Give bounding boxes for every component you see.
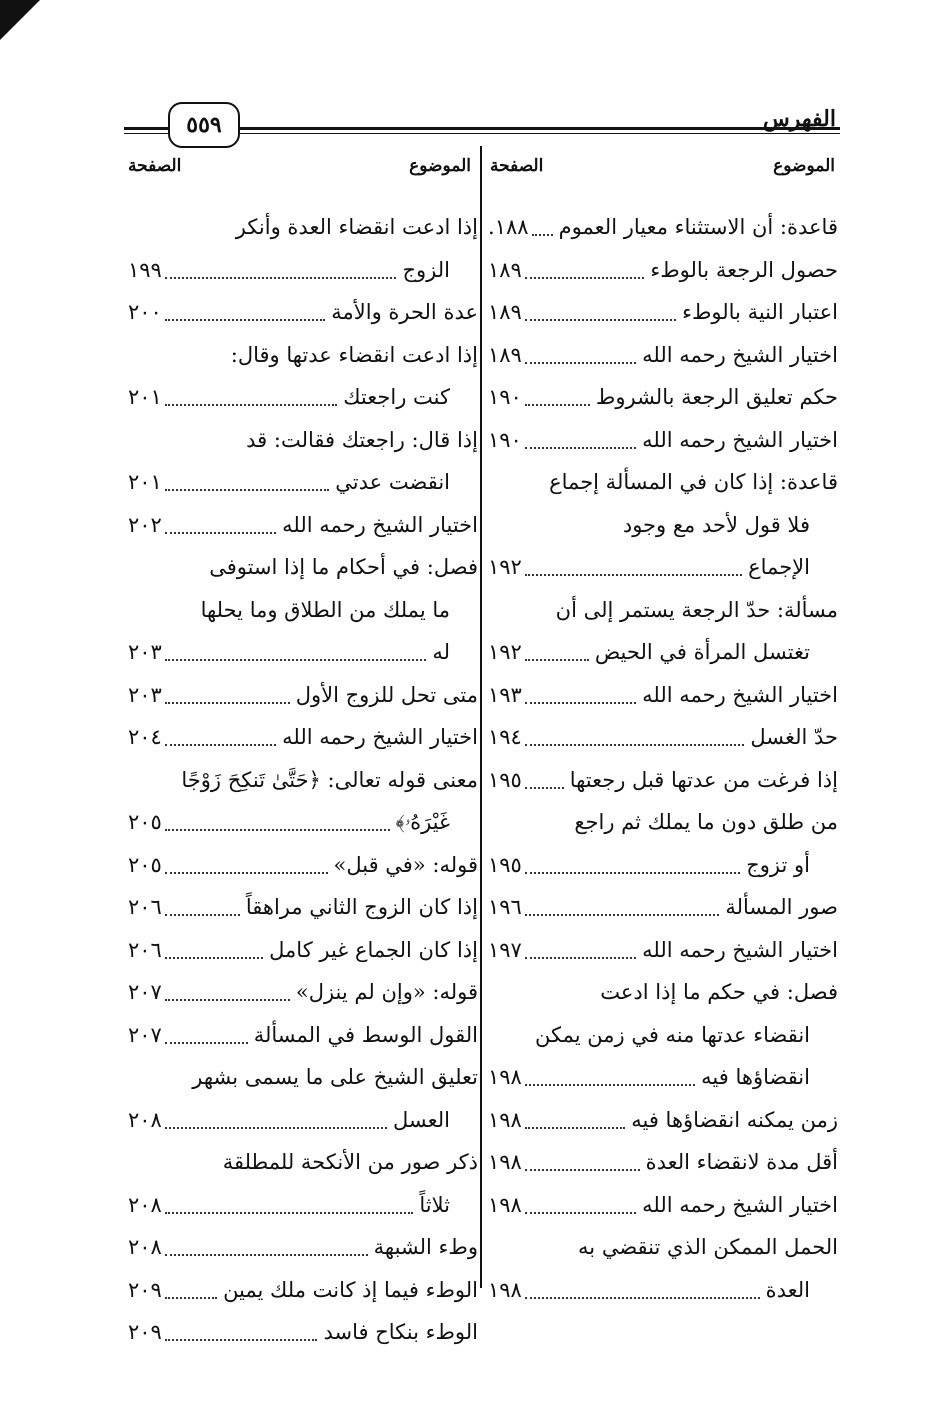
leader-dots (525, 957, 636, 959)
leader-dots (165, 319, 325, 321)
index-entry (128, 376, 478, 419)
entry-page: ١٩٢ (488, 640, 522, 664)
entry-topic: حصول الرجعة بالوطء (650, 257, 838, 282)
entry-topic: القول الوسط في المسألة (253, 1022, 478, 1047)
entry-topic: اختيار الشيخ رحمه الله (642, 342, 838, 367)
entry-page: ٢٠٦ (128, 895, 162, 919)
index-entry (128, 929, 478, 972)
entry-page: ٢٠٧ (128, 980, 162, 1004)
entry-topic: انقضاء عدتها منه في زمن يمكن (535, 1022, 810, 1047)
leader-dots (165, 532, 276, 534)
entry-page: ٢٠٠ (128, 300, 162, 324)
entry-topic: فصل: في أحكام ما إذا استوفى (209, 555, 478, 579)
entry-topic: إذا فرغت من عدتها قبل رجعتها (569, 767, 838, 792)
leader-dots (165, 277, 396, 279)
entry-page: ١٩٦ (488, 895, 522, 919)
entry-topic: صور المسألة (725, 895, 838, 919)
index-entry (488, 844, 838, 887)
left-column (128, 206, 478, 1354)
entry-topic: عدة الحرة والأمة (331, 300, 478, 324)
entry-topic: اختيار الشيخ رحمه الله (282, 725, 478, 749)
entry-topic: العدة (765, 1277, 810, 1302)
leader-dots (165, 829, 390, 831)
index-entry (488, 1056, 838, 1099)
entry-page: ٢٠٩ (128, 1320, 162, 1344)
entry-page: ٢٠٨ (128, 1107, 162, 1132)
index-entry (488, 334, 838, 377)
index-entry (128, 971, 478, 1014)
leader-dots (165, 999, 290, 1001)
entry-topic: اختيار الشيخ رحمه الله (642, 1192, 838, 1217)
entry-topic: وطء الشبهة (373, 1235, 478, 1259)
index-entry (128, 1141, 478, 1184)
entry-topic: ثلاثاً (419, 1192, 450, 1217)
entry-topic: اختيار الشيخ رحمه الله (282, 512, 478, 537)
index-entry (128, 1056, 478, 1099)
leader-dots (525, 914, 719, 916)
index-entry (128, 759, 478, 802)
leader-dots (532, 234, 553, 236)
entry-page: ١٩٣ (488, 682, 522, 707)
index-entry (128, 206, 478, 249)
index-entry (128, 844, 478, 887)
index-entry (128, 504, 478, 547)
index-entry (128, 334, 478, 377)
leader-dots (525, 659, 589, 661)
leader-dots (525, 1084, 695, 1086)
leader-dots (525, 787, 564, 789)
index-entry (128, 1269, 478, 1312)
entry-topic: فصل: في حكم ما إذا ادعت (600, 980, 838, 1004)
index-entry (488, 419, 838, 462)
entry-topic: العسل (392, 1107, 450, 1132)
index-entry (128, 886, 478, 929)
index-entry (128, 419, 478, 462)
entry-topic: إذا كان الزوج الثاني مراهقاً (245, 895, 478, 919)
entry-topic: تغتسل المرأة في الحيض (594, 640, 810, 664)
index-entry (128, 1014, 478, 1057)
entry-page: ٢٠٧ (128, 1022, 162, 1047)
entry-topic: الوطء فيما إذ كانت ملك يمين (223, 1277, 478, 1302)
entry-page: ١٩٨ (488, 1107, 522, 1132)
leader-dots (165, 1127, 387, 1129)
index-entry (128, 674, 478, 717)
index-entry (488, 801, 838, 844)
leader-dots (525, 1212, 636, 1214)
entry-topic: ما يملك من الطلاق وما يحلها (200, 597, 450, 622)
entry-topic: اختيار الشيخ رحمه الله (642, 682, 838, 707)
index-entry (488, 206, 838, 249)
index-entry (128, 716, 478, 759)
index-entry (128, 1226, 478, 1269)
entry-topic: قوله: «وإن لم ينزل» (295, 980, 478, 1004)
entry-page: ١٩٧ (488, 937, 522, 962)
entry-topic: حدّ الغسل (750, 725, 838, 749)
index-entry (488, 1099, 838, 1142)
page-title: الفهرس (762, 106, 836, 132)
entry-topic: إذا كان الجماع غير كامل (269, 937, 478, 962)
entry-page: ١٩٨ (488, 1277, 522, 1302)
entry-topic: الإجماع (748, 555, 810, 579)
index-entry (128, 546, 478, 589)
entry-topic: فلا قول لأحد مع وجود (622, 512, 810, 537)
leader-dots (165, 957, 263, 959)
entry-topic: اختيار الشيخ رحمه الله (642, 937, 838, 962)
entry-page: ٢٠٥ (128, 810, 162, 834)
right-topic-header: الموضوع (773, 156, 835, 176)
entry-topic: معنى قوله تعالى: ﴿حَتَّىٰ تَنكِحَ زَوْجًا (181, 767, 478, 792)
index-entry (488, 461, 838, 504)
page-header (124, 100, 840, 160)
index-entry (128, 589, 478, 632)
entry-topic: إذا ادعت انقضاء عدتها وقال: (230, 342, 478, 367)
index-entry (128, 1184, 478, 1227)
column-divider (480, 146, 482, 1288)
entry-topic: متى تحل للزوج الأول (295, 682, 478, 707)
entry-page: ٢٠١ (128, 470, 162, 494)
index-entry (128, 249, 478, 292)
entry-topic: الحمل الممكن الذي تنقضي به (578, 1235, 838, 1259)
entry-topic: الزوج (402, 257, 450, 282)
entry-topic: غَيْرَهُۥ﴾ (395, 810, 450, 834)
index-entry (488, 1269, 838, 1312)
leader-dots (525, 1127, 625, 1129)
entry-page: ٢٠٩ (128, 1277, 162, 1302)
index-entry (488, 589, 838, 632)
entry-topic: حكم تعليق الرجعة بالشروط (595, 385, 838, 409)
entry-topic: اعتبار النية بالوطء (682, 300, 838, 324)
entry-topic: قوله: «في قبل» (333, 852, 478, 877)
index-entry (488, 1014, 838, 1057)
entry-topic: مسألة: حدّ الرجعة يستمر إلى أن (555, 597, 838, 622)
index-entry (488, 971, 838, 1014)
leader-dots (165, 1254, 368, 1256)
entry-page: ١٨٩ (488, 342, 522, 367)
leader-dots (525, 1297, 760, 1299)
entry-page: ١٩٨ (488, 1150, 522, 1174)
right-page-header: الصفحة (490, 156, 544, 176)
entry-topic: زمن يمكنه انقضاؤها فيه (631, 1107, 838, 1132)
index-entry (488, 674, 838, 717)
leader-dots (165, 1042, 248, 1044)
left-page-header: الصفحة (128, 156, 182, 176)
index-entry (128, 291, 478, 334)
leader-dots (165, 659, 426, 661)
index-entry (488, 1184, 838, 1227)
index-entry (128, 461, 478, 504)
entry-page: ٢٠٣ (128, 682, 162, 707)
leader-dots (165, 404, 337, 406)
left-topic-header: الموضوع (409, 156, 471, 176)
index-entry (488, 759, 838, 802)
page-corner-mark (0, 0, 40, 40)
index-entry (128, 1099, 478, 1142)
index-entry (488, 376, 838, 419)
entry-page: ١٨٩ (488, 257, 522, 282)
entry-page: ٢٠٨ (128, 1192, 162, 1217)
index-entry (488, 546, 838, 589)
entry-topic: الوطء بنكاح فاسد (323, 1320, 478, 1344)
entry-topic: له (432, 640, 450, 664)
index-entry (488, 1141, 838, 1184)
entry-topic: من طلق دون ما يملك ثم راجع (574, 810, 838, 834)
leader-dots (165, 702, 290, 704)
index-entry (488, 1226, 838, 1269)
index-entry (488, 291, 838, 334)
leader-dots (525, 1169, 640, 1171)
leader-dots (165, 744, 276, 746)
index-entry (488, 886, 838, 929)
index-entry (488, 631, 838, 674)
index-entry (488, 716, 838, 759)
entry-topic: قاعدة: أن الاستثناء معيار العموم (558, 215, 838, 239)
entry-page: ٢٠٥ (128, 852, 162, 877)
index-entry (488, 504, 838, 547)
entry-topic: إذا قال: راجعتك فقالت: قد (246, 427, 478, 452)
leader-dots (525, 277, 644, 279)
entry-topic: ذكر صور من الأنكحة للمطلقة (222, 1150, 478, 1174)
entry-page: ١٩٤ (488, 725, 522, 749)
leader-dots (525, 404, 590, 406)
entry-page: ٢٠٨ (128, 1235, 162, 1259)
leader-dots (165, 489, 329, 491)
leader-dots (165, 1212, 413, 1214)
entry-page: ٢٠١ (128, 385, 162, 409)
entry-page: ١٩٥ (488, 767, 522, 792)
leader-dots (165, 914, 240, 916)
leader-dots (525, 872, 740, 874)
index-entry (488, 249, 838, 292)
entry-page: ١٩٠ (488, 385, 522, 409)
index-entry (128, 631, 478, 674)
leader-dots (525, 744, 744, 746)
entry-page: ٢٠٣ (128, 640, 162, 664)
entry-topic: أقل مدة لانقضاء العدة (645, 1150, 838, 1174)
entry-page: ١٩٠ (488, 427, 522, 452)
leader-dots (165, 1297, 217, 1299)
entry-page: ١٩٨ (488, 1065, 522, 1089)
entry-page: ٢٠٢ (128, 512, 162, 537)
entry-page: ١٩٢ (488, 555, 522, 579)
entry-page: ١٩٥ (488, 852, 522, 877)
page-number: ٥٥٩ (168, 102, 240, 148)
entry-page: ٢٠٤ (128, 725, 162, 749)
entry-topic: أو تزوج (746, 852, 810, 877)
index-entry (128, 1311, 478, 1354)
leader-dots (165, 1339, 317, 1341)
entry-topic: كنت راجعتك (343, 385, 450, 409)
entry-page: ١٨٩ (488, 300, 522, 324)
entry-page: ١٩٨ (488, 1192, 522, 1217)
entry-page: ٢٠٦ (128, 937, 162, 962)
entry-page: ١٨٨. (488, 215, 529, 239)
leader-dots (525, 447, 636, 449)
leader-dots (165, 872, 328, 874)
entry-topic: إذا ادعت انقضاء العدة وأنكر (235, 215, 478, 239)
entry-topic: انقضت عدتي (335, 470, 450, 494)
right-column (488, 206, 838, 1311)
index-entry (128, 801, 478, 844)
entry-topic: اختيار الشيخ رحمه الله (642, 427, 838, 452)
entry-topic: تعليق الشيخ على ما يسمى بشهر (192, 1065, 478, 1089)
leader-dots (525, 574, 742, 576)
leader-dots (525, 702, 636, 704)
leader-dots (525, 362, 636, 364)
entry-topic: انقضاؤها فيه (701, 1065, 810, 1089)
entry-page: ١٩٩ (128, 257, 162, 282)
entry-topic: قاعدة: إذا كان في المسألة إجماع (549, 470, 838, 494)
leader-dots (525, 319, 676, 321)
index-entry (488, 929, 838, 972)
